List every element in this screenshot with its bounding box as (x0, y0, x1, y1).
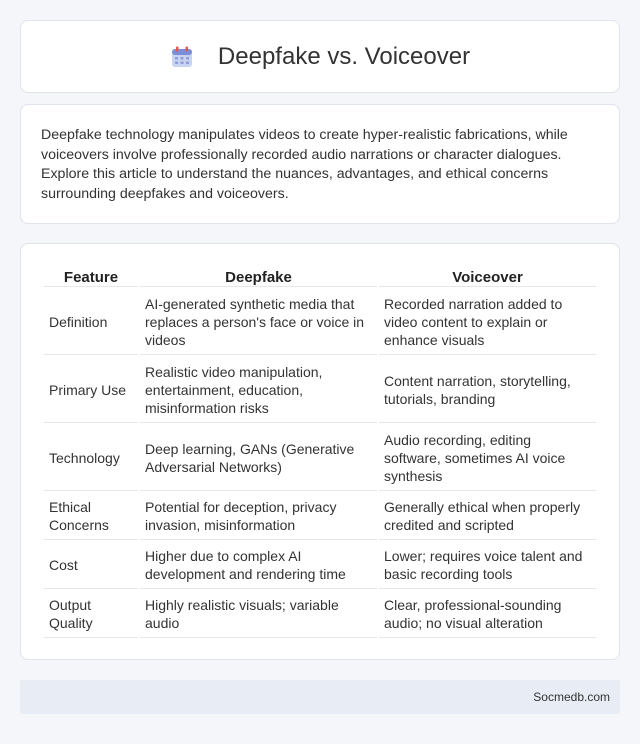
row-deepfake: Realistic video manipulation, entertainment, education, misinformation risks (140, 357, 377, 423)
row-feature: Primary Use (44, 357, 138, 423)
header-feature: Feature (44, 266, 138, 287)
row-voiceover: Clear, professional-sounding audio; no visual alteration (379, 591, 596, 638)
table-row (44, 289, 596, 355)
footer-site-name: Socmedb.com (533, 690, 610, 704)
intro-card (20, 104, 620, 224)
header-deepfake: Deepfake (140, 266, 377, 287)
row-voiceover: Lower; requires voice talent and basic recording tools (379, 542, 596, 589)
intro-text: Deepfake technology manipulates videos to create hyper-realistic fabrications, while voiceovers involve professionally recorded audio narrations or character dialogues. Explore this article to understand the nuances, advantages, and ethical concerns surrounding deepfakes and voiceovers. (41, 127, 568, 202)
row-feature: Definition (44, 289, 138, 355)
table-row (44, 357, 596, 423)
table-row (44, 542, 596, 589)
row-voiceover: Content narration, storytelling, tutorials, branding (379, 357, 596, 423)
title-card (20, 20, 620, 93)
row-deepfake: AI-generated synthetic media that replaces a person's face or voice in videos (140, 289, 377, 355)
footer (20, 680, 620, 714)
comparison-table (42, 264, 598, 640)
row-voiceover: Recorded narration added to video content to explain or enhance visuals (379, 289, 596, 355)
row-deepfake: Highly realistic visuals; variable audio (140, 591, 377, 638)
row-deepfake: Deep learning, GANs (Generative Adversarial Networks) (140, 425, 377, 491)
calendar-icon (170, 45, 194, 69)
row-feature: Cost (44, 542, 138, 589)
row-voiceover: Generally ethical when properly credited and scripted (379, 493, 596, 540)
table-header-row (44, 266, 596, 287)
row-voiceover: Audio recording, editing software, sometimes AI voice synthesis (379, 425, 596, 491)
row-feature: Ethical Concerns (44, 493, 138, 540)
row-feature: Technology (44, 425, 138, 491)
header-voiceover: Voiceover (379, 266, 596, 287)
table-row (44, 493, 596, 540)
table-row (44, 591, 596, 638)
row-feature: Output Quality (44, 591, 138, 638)
table-row (44, 425, 596, 491)
comparison-table-card (20, 243, 620, 660)
row-deepfake: Higher due to complex AI development and rendering time (140, 542, 377, 589)
row-deepfake: Potential for deception, privacy invasion, misinformation (140, 493, 377, 540)
page-title: Deepfake vs. Voiceover (217, 42, 471, 70)
